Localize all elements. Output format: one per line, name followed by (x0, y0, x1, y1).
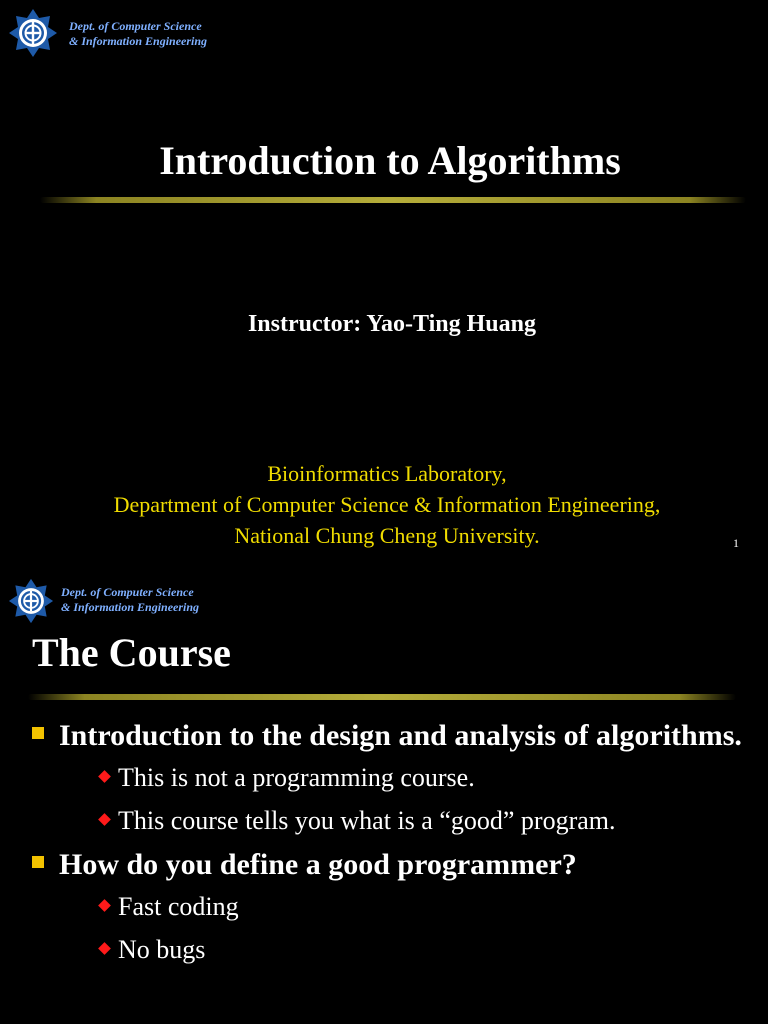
bullet-list (32, 716, 752, 971)
bullet-text: How do you define a good programmer? (59, 848, 577, 881)
university-seal-icon (8, 578, 54, 624)
diamond-bullet-icon (98, 770, 111, 783)
title-underline (40, 197, 746, 203)
list-item (32, 716, 752, 842)
slide-title-text: Introduction to Algorithms (159, 138, 621, 183)
dept-line-1: Dept. of Computer Science (69, 19, 202, 33)
diamond-bullet-icon (98, 899, 111, 912)
slide-title-text: The Course (32, 630, 231, 675)
sub-bullet-text: This course tells you what is a “good” program. (118, 806, 616, 835)
bullet-text: Introduction to the design and analysis of algorithms. (59, 719, 742, 752)
affiliation-line-1: Bioinformatics Laboratory, (267, 461, 507, 486)
list-item (59, 885, 752, 928)
dept-line-2: & Information Engineering (69, 34, 208, 48)
sub-bullet-list (59, 885, 752, 971)
sub-bullet-text: Fast coding (118, 892, 239, 921)
list-item (59, 799, 752, 842)
university-seal-icon (8, 8, 58, 58)
diamond-bullet-icon (98, 942, 111, 955)
dept-line-1: Dept. of Computer Science (61, 585, 194, 599)
list-item (32, 845, 752, 971)
list-item (59, 928, 752, 971)
affiliation (0, 458, 768, 551)
affiliation-line-2: Department of Computer Science & Information Engineering, (113, 492, 661, 517)
department-name (61, 585, 199, 615)
square-bullet-icon (32, 727, 44, 739)
sub-bullet-text: No bugs (118, 935, 206, 964)
instructor-name: Instructor: Yao-Ting Huang (247, 311, 537, 337)
page-number: 1 (733, 536, 739, 550)
department-name (69, 19, 207, 49)
square-bullet-icon (32, 856, 44, 868)
sub-bullet-text: This is not a programming course. (118, 763, 475, 792)
diamond-bullet-icon (98, 813, 111, 826)
sub-bullet-list (59, 756, 752, 842)
slide-the-course (0, 566, 768, 1024)
title-underline (28, 694, 736, 700)
dept-line-2: & Information Engineering (61, 600, 200, 614)
list-item (59, 756, 752, 799)
affiliation-line-3: National Chung Cheng University. (234, 523, 540, 548)
